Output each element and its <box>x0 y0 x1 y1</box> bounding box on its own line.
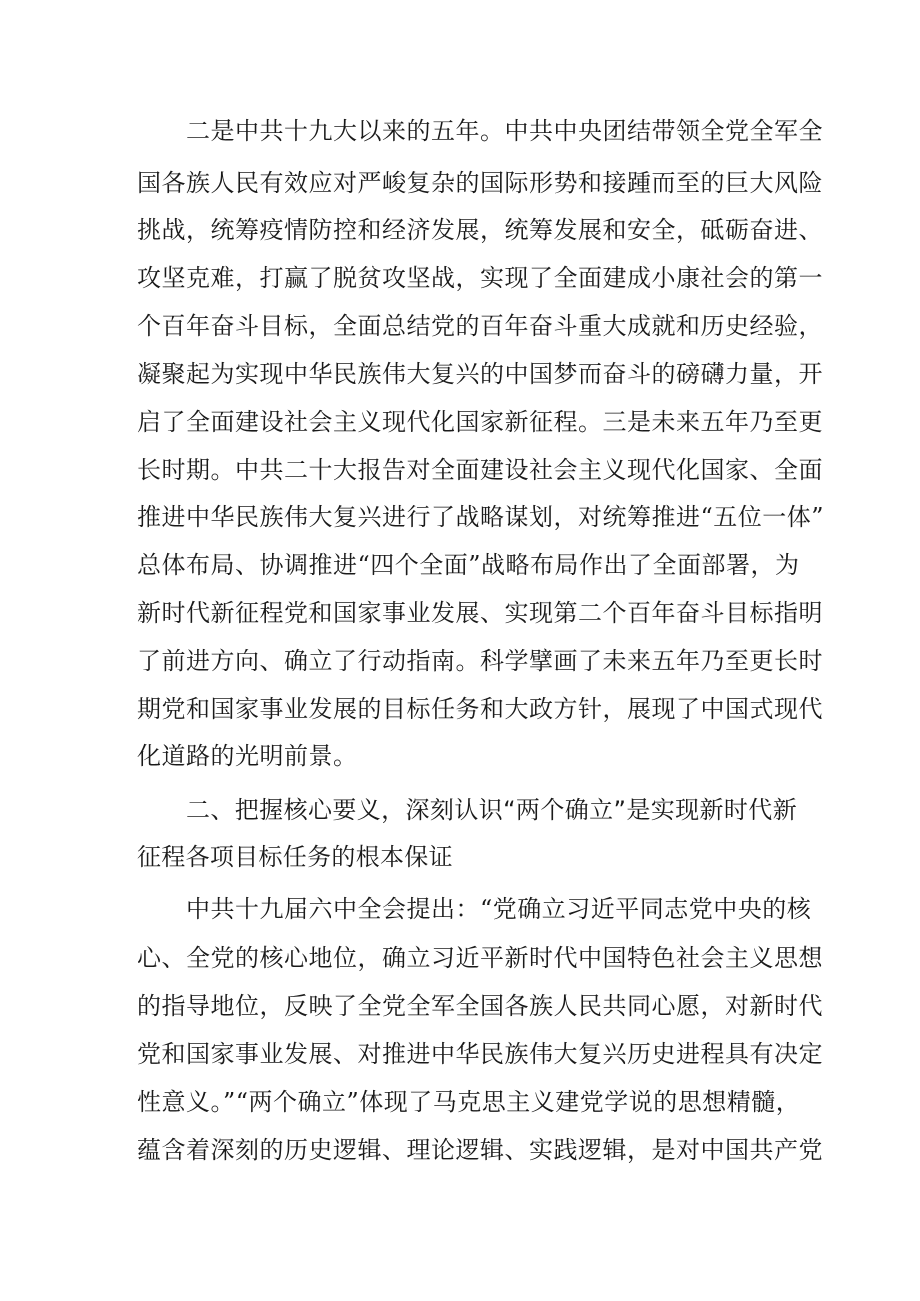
paragraph-1-line: 二是中共十九大以来的五年。中共中央团结带领全党全军全 <box>186 117 823 145</box>
paragraph-1-line: 国各族人民有效应对严峻复杂的国际形势和接踵而至的巨大风险 <box>137 169 823 197</box>
paragraph-1-line: 总体布局、协调推进“四个全面”战略布局作出了全面部署，为 <box>137 551 800 579</box>
paragraph-1-line: 个百年奋斗目标，全面总结党的百年奋斗重大成就和历史经验， <box>137 312 823 340</box>
paragraph-2-line: 党和国家事业发展、对推进中华民族伟大复兴历史进程具有决定 <box>137 1040 823 1068</box>
paragraph-2-line: 中共十九届六中全会提出：“党确立习近平同志党中央的核 <box>186 895 812 923</box>
paragraph-1-line: 了前进方向、确立了行动指南。科学擘画了未来五年乃至更长时 <box>137 647 823 675</box>
section-heading-line: 二、把握核心要义，深刻认识“两个确立”是实现新时代新 <box>186 796 797 824</box>
paragraph-1-line: 挑战，统筹疫情防控和经济发展，统筹发展和安全，砥砺奋进、 <box>137 216 823 244</box>
paragraph-2-line: 心、全党的核心地位，确立习近平新时代中国特色社会主义思想 <box>137 944 823 972</box>
paragraph-1-line: 凝聚起为实现中华民族伟大复兴的中国梦而奋斗的磅礴力量，开 <box>137 360 823 388</box>
paragraph-1-line: 新时代新征程党和国家事业发展、实现第二个百年奋斗目标指明 <box>137 599 823 627</box>
paragraph-1-line: 攻坚克难，打赢了脱贫攻坚战，实现了全面建成小康社会的第一 <box>137 264 823 292</box>
paragraph-1-line: 启了全面建设社会主义现代化国家新征程。三是未来五年乃至更 <box>137 408 823 436</box>
section-heading-line: 征程各项目标任务的根本保证 <box>137 843 453 871</box>
paragraph-1-line: 期党和国家事业发展的目标任务和大政方针，展现了中国式现代 <box>137 695 823 723</box>
paragraph-2-line: 的指导地位，反映了全党全军全国各族人民共同心愿，对新时代 <box>137 992 823 1020</box>
paragraph-2-line: 性意义。”“两个确立”体现了马克思主义建党学说的思想精髓， <box>137 1088 801 1116</box>
paragraph-1-line: 推进中华民族伟大复兴进行了战略谋划，对统筹推进“五位一体” <box>137 503 825 531</box>
paragraph-2-line: 蕴含着深刻的历史逻辑、理论逻辑、实践逻辑，是对中国共产党 <box>137 1136 823 1164</box>
paragraph-1-line: 化道路的光明前景。 <box>137 742 358 770</box>
paragraph-1-line: 长时期。中共二十大报告对全面建设社会主义现代化国家、全面 <box>137 456 823 484</box>
